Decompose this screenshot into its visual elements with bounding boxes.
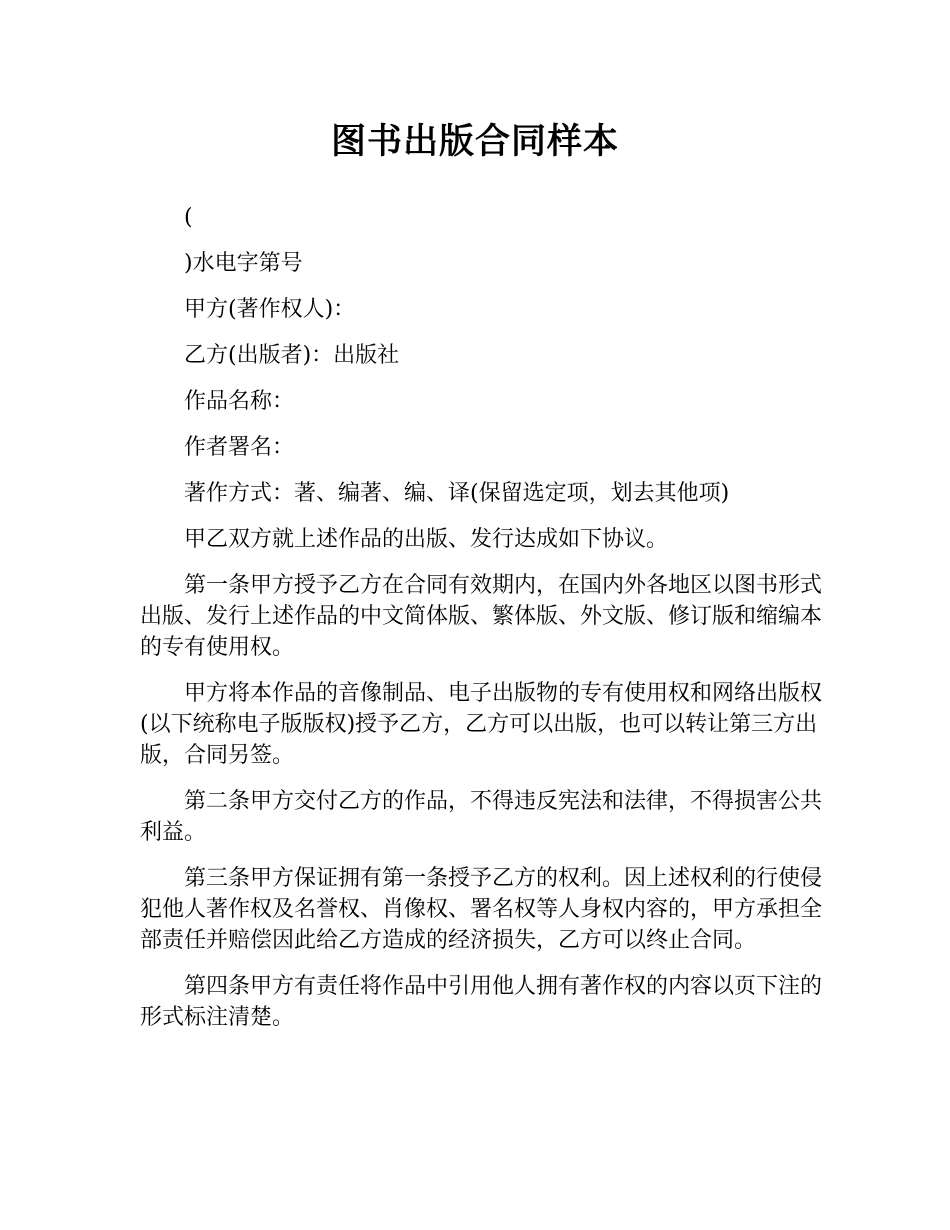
document-paragraph: 甲乙双方就上述作品的出版、发行达成如下协议。 — [184, 527, 669, 552]
document-paragraph: 作品名称： — [184, 389, 295, 414]
document-paragraph: 甲方(著作权人)： — [184, 297, 356, 322]
document-body — [140, 202, 830, 1048]
document-paragraph: 第四条甲方有责任将作品中引用他人拥有著作权的内容以页下注的形式标注清楚。 — [140, 974, 823, 1030]
document-paragraph: )水电字第号 — [184, 251, 303, 276]
document-paragraph: 甲方将本作品的音像制品、电子出版物的专有使用权和网络出版权(以下统称电子版版权)授予乙方，乙方可以出版，也可以转让第三方出版，合同另签。 — [140, 681, 823, 768]
document-title: 图书出版合同样本 — [330, 122, 619, 162]
document-paragraph: ( — [184, 205, 193, 230]
document-paragraph: 第三条甲方保证拥有第一条授予乙方的权利。因上述权利的行使侵犯他人著作权及名誉权、肖像权、署名权等人身权内容的，甲方承担全部责任并赔偿因此给乙方造成的经济损失，乙方可以终止合同。 — [140, 866, 823, 953]
document-paragraph: 著作方式：著、编著、编、译(保留选定项，划去其他项) — [184, 481, 730, 506]
document-paragraph: 作者署名： — [184, 435, 295, 460]
document-paragraph: 乙方(出版者)：出版社 — [184, 343, 400, 368]
document-paragraph: 第一条甲方授予乙方在合同有效期内，在国内外各地区以图书形式出版、发行上述作品的中文简体版、繁体版、外文版、修订版和缩编本的专有使用权。 — [140, 573, 823, 660]
document-paragraph: 第二条甲方交付乙方的作品，不得违反宪法和法律，不得损害公共利益。 — [140, 789, 823, 845]
